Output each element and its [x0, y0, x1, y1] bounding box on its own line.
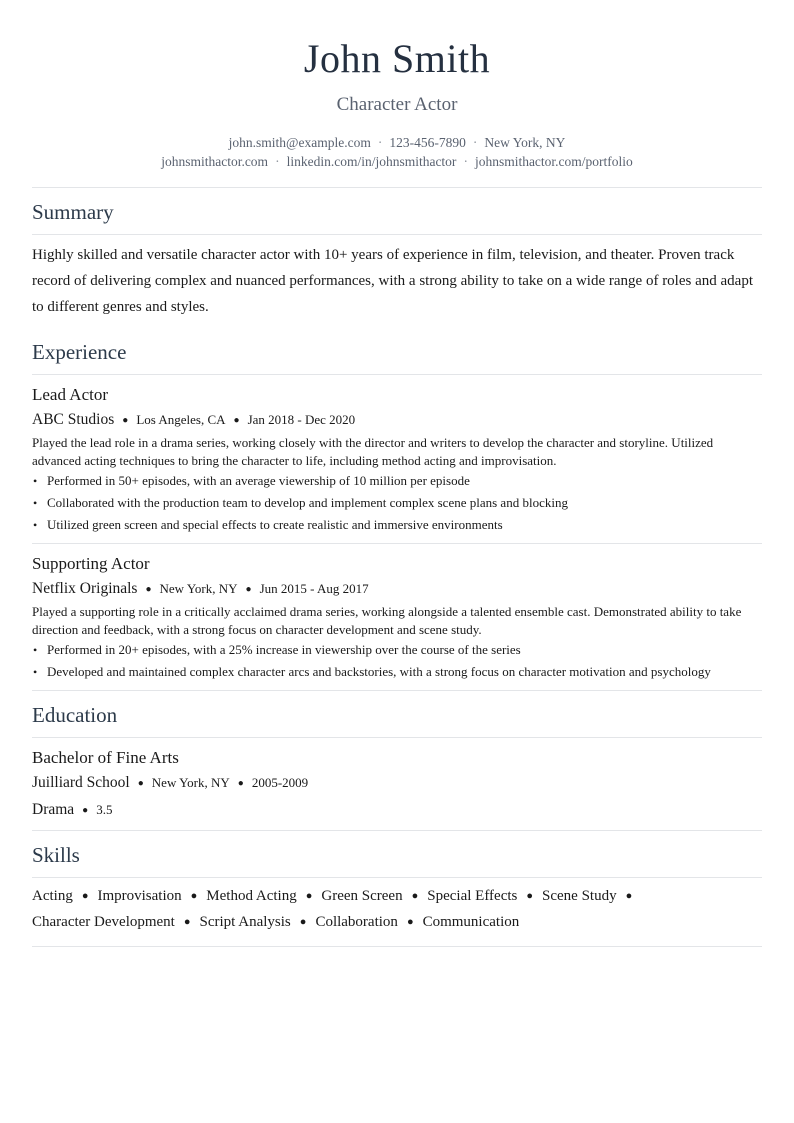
meta-bullet: ● [137, 778, 144, 789]
email-link[interactable]: john.smith@example.com [228, 135, 371, 150]
job-description: Played the lead role in a drama series, working closely with the director and writers to develop the character and storyline. Utilized advanced acting techniques to bring the character to life, including method acting and improvisation. [32, 435, 714, 468]
contact-separator: · [377, 135, 383, 150]
candidate-name: John Smith [303, 36, 491, 81]
degree: Bachelor of Fine Arts [32, 748, 179, 767]
website-link[interactable]: johnsmithactor.com [161, 154, 269, 169]
skill-bullet: ● [81, 890, 89, 902]
job-title: Lead Actor [32, 385, 108, 404]
job-bullet: • Performed in 20+ episodes, with a 25% increase in viewership over the course of the series [32, 641, 762, 659]
skill-item: Script Analysis [199, 914, 291, 930]
gpa: 3.5 [96, 802, 113, 817]
phone-number: 123-456-7890 [389, 135, 466, 150]
school-location: New York, NY [151, 775, 230, 790]
meta-bullet: ● [237, 778, 244, 789]
education-major-line [32, 801, 762, 821]
skill-bullet: ● [299, 916, 307, 928]
meta-bullet: ● [245, 584, 252, 595]
contact-separator: · [275, 154, 280, 169]
job-dates: Jun 2015 - Aug 2017 [259, 581, 369, 596]
experience-section [32, 328, 762, 691]
portfolio-link[interactable]: johnsmithactor.com/portfolio [474, 154, 633, 169]
skill-item: Acting [32, 888, 73, 904]
job-entry [32, 375, 762, 544]
resume-header [32, 0, 762, 171]
skill-item: Green Screen [321, 888, 403, 904]
skill-item: Scene Study [542, 888, 617, 904]
skill-item: Character Development [32, 914, 175, 930]
education-title: Education [32, 703, 118, 727]
meta-bullet: ● [145, 584, 152, 595]
skill-bullet: ● [190, 890, 198, 902]
major: Drama [32, 801, 75, 818]
contact-line-2 [32, 152, 762, 171]
meta-bullet: ● [233, 415, 240, 426]
contact-separator: · [472, 135, 478, 150]
education-section [32, 691, 762, 831]
job-title: Supporting Actor [32, 554, 150, 573]
job-location: New York, NY [159, 581, 238, 596]
skill-item: Improvisation [97, 888, 182, 904]
job-company: ABC Studios [32, 411, 115, 428]
job-bullet: • Collaborated with the production team to develop and implement complex scene plans and blocking [32, 494, 762, 512]
experience-title: Experience [32, 340, 127, 364]
school-years: 2005-2009 [251, 775, 309, 790]
candidate-role: Character Actor [336, 94, 458, 115]
summary-title: Summary [32, 200, 114, 224]
job-meta [32, 411, 762, 431]
linkedin-link[interactable]: linkedin.com/in/johnsmithactor [286, 154, 457, 169]
school-name: Juilliard School [32, 774, 130, 791]
job-bullets [32, 472, 762, 534]
skill-item: Communication [422, 914, 520, 930]
skill-bullet: ● [406, 916, 414, 928]
contact-separator: · [463, 154, 468, 169]
education-meta [32, 774, 762, 794]
summary-section [32, 188, 762, 328]
skill-bullet: ● [625, 890, 633, 902]
skill-item: Special Effects [427, 888, 518, 904]
job-bullet: • Developed and maintained complex character arcs and backstories, with a strong focus on character motivation and psychology [32, 663, 762, 681]
job-entry [32, 544, 762, 691]
resume-page [32, 0, 762, 947]
skill-bullet: ● [305, 890, 313, 902]
job-dates: Jan 2018 - Dec 2020 [247, 412, 356, 427]
job-location: Los Angeles, CA [136, 412, 226, 427]
meta-bullet: ● [82, 805, 89, 816]
meta-bullet: ● [122, 415, 129, 426]
skill-bullet: ● [526, 890, 534, 902]
education-entry [32, 738, 762, 831]
skills-divider [32, 946, 762, 947]
location: New York, NY [484, 135, 566, 150]
job-bullet: • Performed in 50+ episodes, with an average viewership of 10 million per episode [32, 472, 762, 490]
skill-bullet: ● [183, 916, 191, 928]
summary-text: Highly skilled and versatile character actor with 10+ years of experience in film, television, and theater. Proven track record of delivering complex and nuanced performances, with a strong ability to take on a wide range of roles and adapt to different genres and styles. [32, 247, 753, 315]
skills-section [32, 831, 762, 947]
job-description: Played a supporting role in a critically acclaimed drama series, working alongside a talented ensemble cast. Demonstrated ability to take direction and feedback, with a strong focus on character development and scene study. [32, 604, 742, 637]
job-bullet: • Utilized green screen and special effects to create realistic and immersive environments [32, 516, 762, 534]
skills-title: Skills [32, 843, 80, 867]
job-bullets [32, 641, 762, 681]
job-meta [32, 580, 762, 600]
skill-item: Collaboration [315, 914, 398, 930]
skill-item: Method Acting [206, 888, 297, 904]
skill-bullet: ● [411, 890, 419, 902]
skills-list [32, 878, 762, 946]
job-company: Netflix Originals [32, 580, 138, 597]
contact-line-1 [32, 133, 762, 152]
